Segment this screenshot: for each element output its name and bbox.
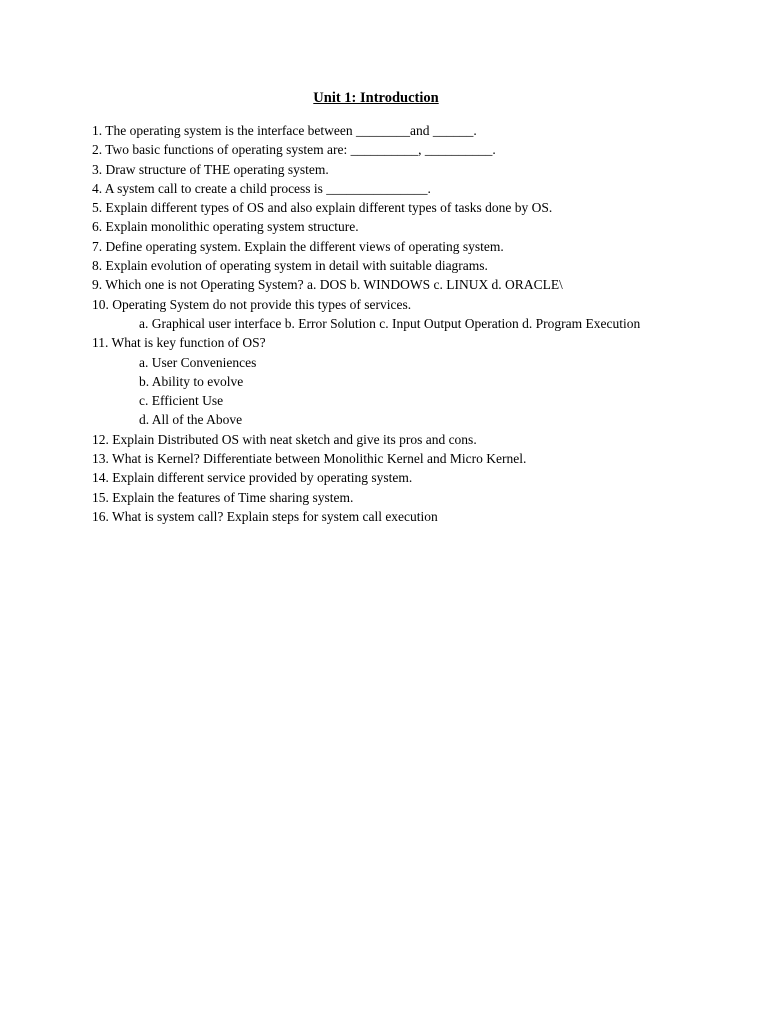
question-9: 9. Which one is not Operating System? a. DOS b. WINDOWS c. LINUX d. ORACLE\ [92,277,563,293]
question-5: 5. Explain different types of OS and also explain different types of tasks done by OS. [92,200,553,216]
question-7: 7. Define operating system. Explain the different views of operating system. [92,238,504,254]
question-list [92,121,732,526]
question-12: 12. Explain Distributed OS with neat sketch and give its pros and cons. [92,431,477,447]
question-4: 4. A system call to create a child process is _______________. [92,180,431,196]
question-6: 6. Explain monolithic operating system structure. [92,219,359,235]
question-15: 15. Explain the features of Time sharing system. [92,489,354,505]
question-11-option-a: a. User Conveniences [139,354,257,370]
question-3: 3. Draw structure of THE operating system. [92,161,329,177]
question-13: 13. What is Kernel? Differentiate between Monolithic Kernel and Micro Kernel. [92,451,527,467]
question-10-options: a. Graphical user interface b. Error Solution c. Input Output Operation d. Program Execution [139,315,641,331]
question-2: 2. Two basic functions of operating system are: __________, __________. [92,142,496,158]
question-10: 10. Operating System do not provide this types of services. [92,296,412,312]
question-11-option-b: b. Ability to evolve [139,373,244,389]
question-16: 16. What is system call? Explain steps for system call execution [92,508,438,524]
question-1: 1. The operating system is the interface between ________and ______. [92,123,477,138]
page-title: Unit 1: Introduction [313,90,439,106]
question-8: 8. Explain evolution of operating system in detail with suitable diagrams. [92,258,488,274]
question-11: 11. What is key function of OS? [92,335,266,351]
question-11-option-d: d. All of the Above [139,412,243,428]
question-11-option-c: c. Efficient Use [139,393,224,409]
question-14: 14. Explain different service provided by operating system. [92,470,413,486]
